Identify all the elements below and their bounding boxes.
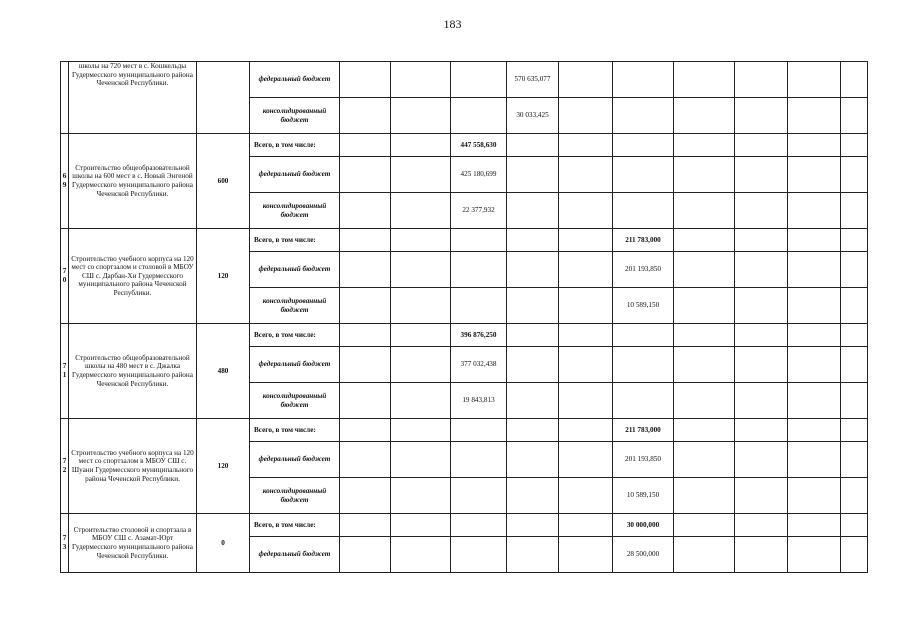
table-row	[61, 419, 868, 442]
value-cell: 30 033,425	[507, 98, 559, 134]
value-cell: 28 500,000	[613, 537, 674, 573]
project-capacity: 120	[197, 419, 250, 514]
source-federal: федеральный бюджет	[250, 537, 340, 573]
project-number: 6 9	[61, 134, 69, 229]
project-number-cell	[61, 62, 69, 134]
project-number: 7 1	[61, 324, 69, 419]
project-description: школы на 720 мест в с. Кошкельды Гудермесского муниципального района Чеченской Республики.	[69, 62, 197, 134]
source-total: Всего, в том числе:	[250, 419, 340, 442]
source-consolidated: консолидированный бюджет	[250, 478, 340, 514]
project-number: 7 0	[61, 229, 69, 324]
source-federal: федеральный бюджет	[250, 62, 340, 98]
project-description: Строительство общеобразовательной школы на 600 мест в с. Новый Энгеной Гудермесского муниципального района Чеченской Республики.	[69, 134, 197, 229]
source-total: Всего, в том числе:	[250, 134, 340, 157]
source-consolidated: консолидированный бюджет	[250, 193, 340, 229]
table-row	[61, 324, 868, 347]
project-number: 7 2	[61, 419, 69, 514]
project-description: Строительство общеобразовательной школы на 480 мест в с. Джалка Гудермесского муниципального района Чеченской Республики.	[69, 324, 197, 419]
value-cell: 425 180,699	[451, 157, 507, 193]
value-cell: 447 558,630	[451, 134, 507, 157]
project-description: Строительство учебного корпуса на 120 мест со спортзалом в МБОУ СШ с. Шуани Гудермесского муниципального района Чеченской Республики.	[69, 419, 197, 514]
value-cell: 570 635,077	[507, 62, 559, 98]
source-total: Всего, в том числе:	[250, 324, 340, 347]
source-total: Всего, в том числе:	[250, 514, 340, 537]
project-description: Строительство учебного корпуса на 120 мест со спортзалом и столовой в МБОУ СШ с. Дарбан-Хи Гудермесского муниципального района Чеченской Республики.	[69, 229, 197, 324]
project-capacity	[197, 62, 250, 134]
value-cell: 396 876,250	[451, 324, 507, 347]
table-row	[61, 229, 868, 252]
value-cell: 22 377,932	[451, 193, 507, 229]
table-row	[61, 134, 868, 157]
value-cell: 201 193,850	[613, 442, 674, 478]
source-consolidated: консолидированный бюджет	[250, 98, 340, 134]
value-cell: 19 843,813	[451, 383, 507, 419]
source-federal: федеральный бюджет	[250, 442, 340, 478]
source-federal: федеральный бюджет	[250, 252, 340, 288]
value-cell: 10 589,150	[613, 288, 674, 324]
value-cell: 211 783,000	[613, 229, 674, 252]
project-capacity: 120	[197, 229, 250, 324]
value-cell: 10 589,150	[613, 478, 674, 514]
source-federal: федеральный бюджет	[250, 157, 340, 193]
source-consolidated: консолидированный бюджет	[250, 288, 340, 324]
value-cell: 201 193,850	[613, 252, 674, 288]
value-cell: 30 000,000	[613, 514, 674, 537]
source-consolidated: консолидированный бюджет	[250, 383, 340, 419]
value-cell: 211 783,000	[613, 419, 674, 442]
project-number: 7 3	[61, 514, 69, 573]
value-cell: 377 032,438	[451, 347, 507, 383]
budget-table	[60, 61, 868, 573]
table-row	[61, 514, 868, 537]
project-capacity: 0	[197, 514, 250, 573]
project-capacity: 480	[197, 324, 250, 419]
project-description: Строительство столовой и спортзала в МБОУ СШ с. Азамат-Юрт Гудермесского муниципального района Чеченской Республики.	[69, 514, 197, 573]
table-row	[61, 62, 868, 98]
source-total: Всего, в том числе:	[250, 229, 340, 252]
page-number: 183	[443, 17, 462, 31]
source-federal: федеральный бюджет	[250, 347, 340, 383]
project-capacity: 600	[197, 134, 250, 229]
